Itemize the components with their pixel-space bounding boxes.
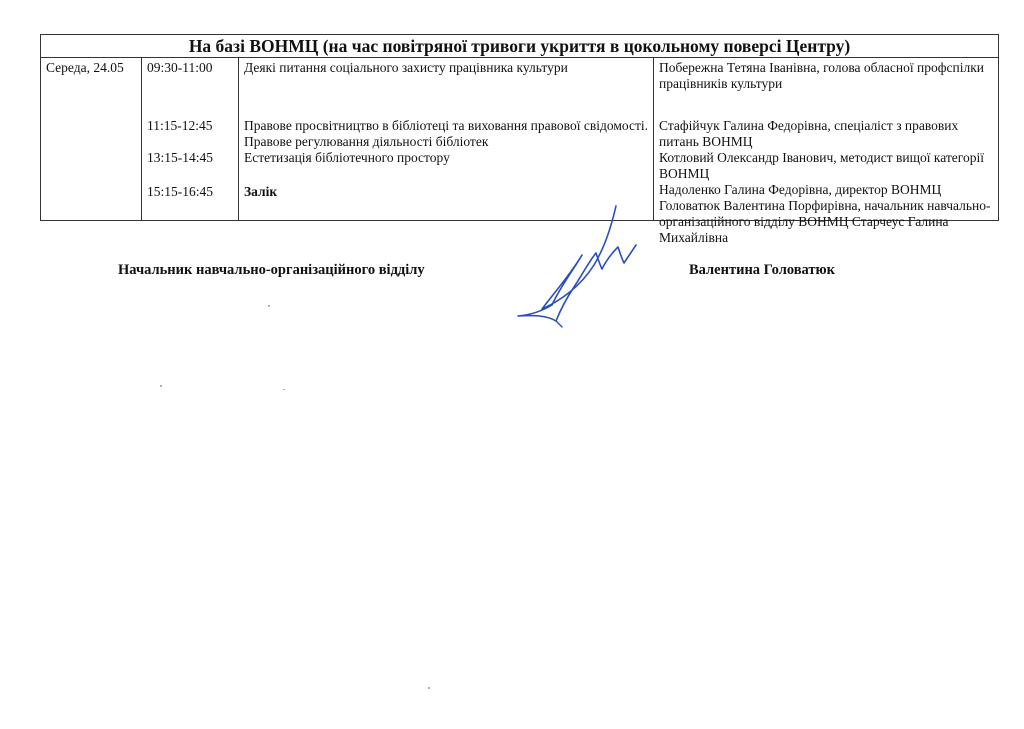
topic-1: Деякі питання соціального захисту працівника культури [244,60,568,75]
table-row [41,58,999,221]
day-cell: Середа, 24.05 [41,58,142,221]
lecturer-2: Стафійчук Галина Федорівна, спеціаліст з правових питань ВОНМЦ [659,118,959,149]
table-title: На базі ВОНМЦ (на час повітряної тривоги укриття в цокольному поверсі Центру) [41,35,999,58]
time-slot-3: 13:15-14:45 [147,150,213,165]
time-slot-2: 11:15-12:45 [147,118,213,133]
scan-speck [268,305,270,307]
lecturer-1: Побережна Тетяна Іванівна, голова обласної профспілки працівників культури [659,60,984,91]
signatory-position: Начальник навчально-організаційного відділу [118,262,425,278]
topic-3: Естетизація бібліотечного простору [244,150,450,165]
time-slot-4: 15:15-16:45 [147,184,213,199]
schedule-table [40,34,999,245]
lecturer-3: Котловий Олександр Іванович, методист вищої категорії ВОНМЦ [659,150,984,181]
topic-2: Правове просвітництво в бібліотеці та виховання правової свідомості. Правове регулювання діяльності бібліотек [244,118,648,149]
signatory-name: Валентина Головатюк [689,262,835,278]
handwritten-signature [512,203,642,328]
lecturer-4: Надоленко Галина Федорівна, директор ВОНМЦ Головатюк Валентина Порфирівна, начальник навчально-організаційного відділу ВОНМЦ Старчеус Галина Михайлівна [659,182,991,245]
topics-cell [239,58,654,221]
topic-4: Залік [244,184,278,199]
times-cell [142,58,239,221]
scan-speck [428,687,430,689]
scan-speck [283,389,285,390]
time-slot-1: 09:30-11:00 [147,60,213,75]
scan-speck [160,385,162,387]
title-row [41,35,999,58]
lecturers-cell [654,58,999,245]
